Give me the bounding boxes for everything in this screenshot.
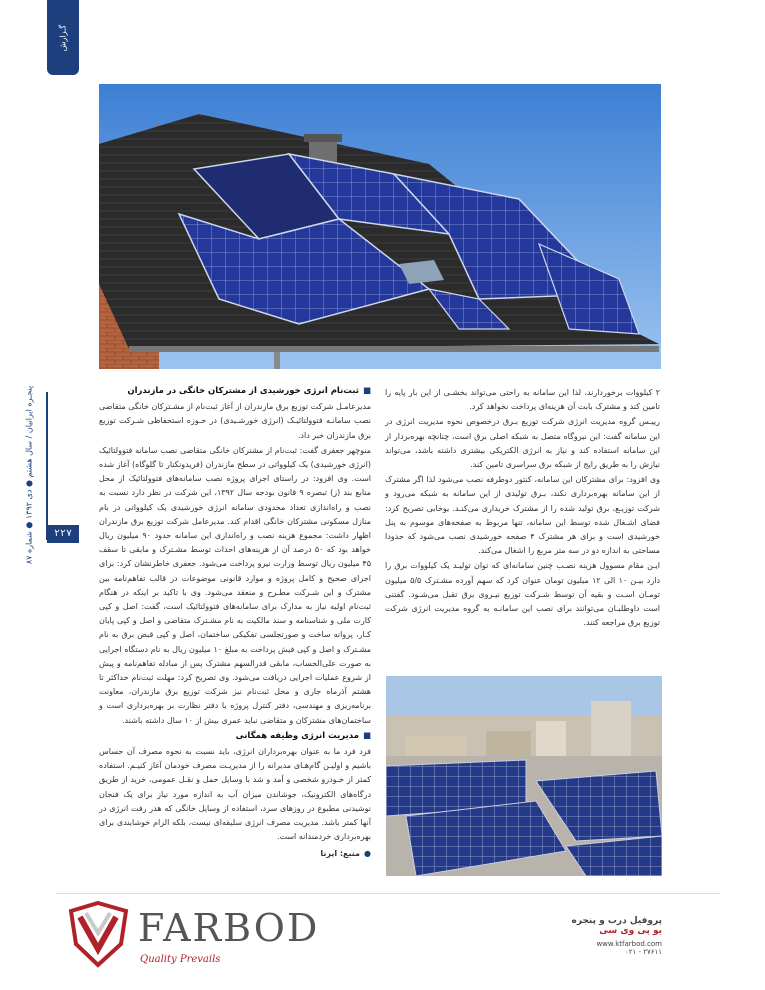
ad-product-line1: پروفیل درب و پنجره <box>571 916 662 926</box>
paragraph: مدیرعامـل شرکت توزیع برق مازندران از آغاز ثبت‌نام از مشـترکان خانگی متقاضی نصب سامانـه فتوولتائیـک (انرژی خورشـیدی) در حـوزه استحفاظی شـرکت توزیع برق مازندران خبر داد. <box>99 402 371 440</box>
dot-bullet-icon: ● <box>364 848 371 858</box>
paragraph: رییـس گروه مدیریت انرژی شرکت توزیع بـرق درخصوص نحوه مدیریت انرژی در این سامانه گفت: این نیروگاه متصل به شبکه اصلی برق است، چنانچه بهره‌بردار از این سامانه استفاده کند و نیاز به انرژی الکتریکی بیشتری داشته باشد، می‌تواند نیازش را به طریق رایج از شبکه برق سراسری تامین کند. <box>385 417 660 470</box>
farbod-advertisement <box>56 893 720 989</box>
source-credit-text: منبع: ایرنا <box>320 848 361 858</box>
section-tab-label: گـزارش <box>58 24 68 51</box>
ad-product-line2: یو پی وی سی <box>599 926 662 936</box>
journal-vertical-label <box>18 380 40 570</box>
square-bullet-icon: ■ <box>362 386 371 396</box>
section-tab <box>47 0 79 75</box>
section-heading <box>99 384 371 398</box>
paragraph: ایـن مقام مسوول هزینه نصـب چنین سامانه‌ای که توان تولیـد یک کیلووات برق را دارد بیـن ۱۰ الی ۱۲ میلیون تومان عنوان کرد که سهم آورده مشـترک ۵/۵ میلیون تومـان اسـت و بقیه آن توسط شـرکت توزیع نیـروی برق تقبل می‌شـود. گفتنی است داوطلبـان می‌توانند برای نصب این سامانـه به گروه مدیریت انرژی شرکت توزیع برق مراجعه کنند. <box>385 561 661 628</box>
paragraph: منوچهر جعفری گفت: ثبت‌نام از مشترکان خانگی متقاضی نصب سامانه فتوولتائیک (انرژی خورشیدی) یک کیلوواتی در سطح مازندران (فریدونکنار تا گلوگاه) آغاز شده است. وی افزود: در راستای اجرای پروژه نصب سامانه‌های فتوولتائیک از محل منابع بند (ز) تبصره ۹ قانون بودجه سال ۱۳۹۲، این شرکت در نظر دارد نسبت به نصب و راه‌اندازی تعداد محدودی سامانه انرژی خورشیدی یک کیلوواتی در بام منازل مسکونی مشترکان خانگی اقدام کند. مدیرعامل شرکت توزیع برق مازندران اظهار داشت: مجموع هزینه نصب و راه‌اندازی این سامانه حدود ۹۰ میلیون ریال خواهد بود که ۵۰ درصد آن از هزینه‌های احداث توسط مشـترک و مابقی تا سقف ۴۵ میلیون ریال توسط وزارت نیرو پرداخت می‌شود. جعفری خاطرنشان کرد: برای اجرای صحیح و کامل پروژه و موارد قانونی موضوعات در قالب تفاهم‌نامه بین مشترک و این شـرکت مطـرح و منعقد می‌شود. وی با تاکید بر اینکه در هنگام ثبت‌نام اولیه نیاز به مدارک برای سامانه‌های فتوولتائیک است، گفت: اصل و کپی کارت ملی و شناسنامه و سند مالکیت به نام مشـترک متقاضی و اصل و کپی پایان کـار، پروانه ساخت و صورتجلسی تفکیکی ساختمان، اصل و کپی قبض برق به نام مشـترک و اصل و کپی فیش پرداخت به مبلغ ۱۰ میلیون ریال به نام دستگاه اجرایی به صورت علی‌الحساب، مابقی قدرالسهم مشترک پس از مبادله تفاهم‌نامه و پیش از شروع عملیات اجرایی دریافت می‌شود. وی تصریح کرد: مهلت ثبت‌نام حداکثر تا هشتم آذرماه جاری و محل ثبت‌نام نیز شرکت توزیع برق مازندران، معاونت برنامه‌ریزی و مهندسی، دفتر کنترل پروژه یا دفتر نظارت بر بهره‌برداری است و ساختمان‌های مشترکان و متقاضی نباید عمری بیش از ۱۰ سال داشته باشند. <box>99 445 372 725</box>
section-heading <box>99 729 371 743</box>
paragraph: ۲ کیلووات برخوردارند، لذا این سامانه به راحتی می‌تواند بخشـی از این بار پایه را تامین کند و مشترک بابت آن هزینه‌ای پرداخت نخواهد کرد. <box>385 388 660 412</box>
article-left-column <box>99 384 371 861</box>
rooftop-panels-illustration <box>386 676 662 876</box>
ad-phone: ۰۲۱ - ۲۷۶۱۱ <box>624 948 662 956</box>
page-number: ۲۲۷ <box>47 525 79 543</box>
ad-brand-name: FARBOD <box>138 906 320 950</box>
ad-website: www.ktfarbod.com <box>596 940 662 948</box>
square-bullet-icon: ■ <box>362 730 371 741</box>
ad-tagline: Quality Prevails <box>140 954 221 965</box>
solar-roof-illustration <box>99 84 661 369</box>
paragraph: وی افزود: برای مشترکان این سامانه، کنتور دوطرفه نصب می‌شود لذا اگر مشترک از این سامانه بهره‌برداری نکند، بـرق تولیدی از این سامانه به شبکه می‌رود و شرکت توزیـع، برق تولید شده را از مشترک خریداری می‌کنـد. یوخابی تصریح کرد: فضای اشـغال شده توسط این سامانه، تنها مربوط به صفحه‌های موسوم به پنل خورشیدی است و برای هر مشترک ۴ صفحه خورشیدی نصب می‌شود که حدودا مساحتی به اندازه دو در سه متر مربع را اشغال می‌کند. <box>385 475 660 556</box>
paragraph: فرد فرد ما به عنوان بهره‌برداران انرژی، باید نسبت به نحوه مصرف آن حساس باشیم و اولیـن گام‌هـای مدبرانه را از مدیریـت مصرف خودمان آغاز کنیـم. استفاده کمتر از خـودرو شخصی و آمد و شد با وسایل حمل و نقـل عمومی، خرید از طریق درگاه‌های الکترونیک، جوشاندن میزان آب به اندازه مورد نیاز برای یک فنجان نوشیدنی مطبوع در روزهای سرد، استفاده از وسایل خانگی که هدر رفت انرژی در آنها کمتر باشد. مدیریت مصرف انرژی سلیقه‌ای نیست، بلکه الزام خوشایندی برای بهره‌برداری خردمندانه است. <box>99 747 371 842</box>
section-heading-text: مدیریت انرژی وظیفه همگانی <box>235 730 359 741</box>
journal-vertical-label-text: پنجـره ایرانیان / سال هشتم ● دی ۱۳۹۲ ● شماره ۸۷ <box>24 385 34 565</box>
side-accent-bar <box>46 392 48 540</box>
rooftop-panels-photo <box>386 676 662 876</box>
ad-contact-block <box>572 916 662 956</box>
article-right-column <box>385 386 660 631</box>
section-heading-text: ثبت‌نام انرژی خورشیدی از مشترکان خانگی در مازندران <box>127 386 359 396</box>
hero-solar-roof-photo <box>99 84 661 369</box>
source-credit <box>99 847 371 861</box>
farbod-shield-logo-icon <box>66 899 131 969</box>
